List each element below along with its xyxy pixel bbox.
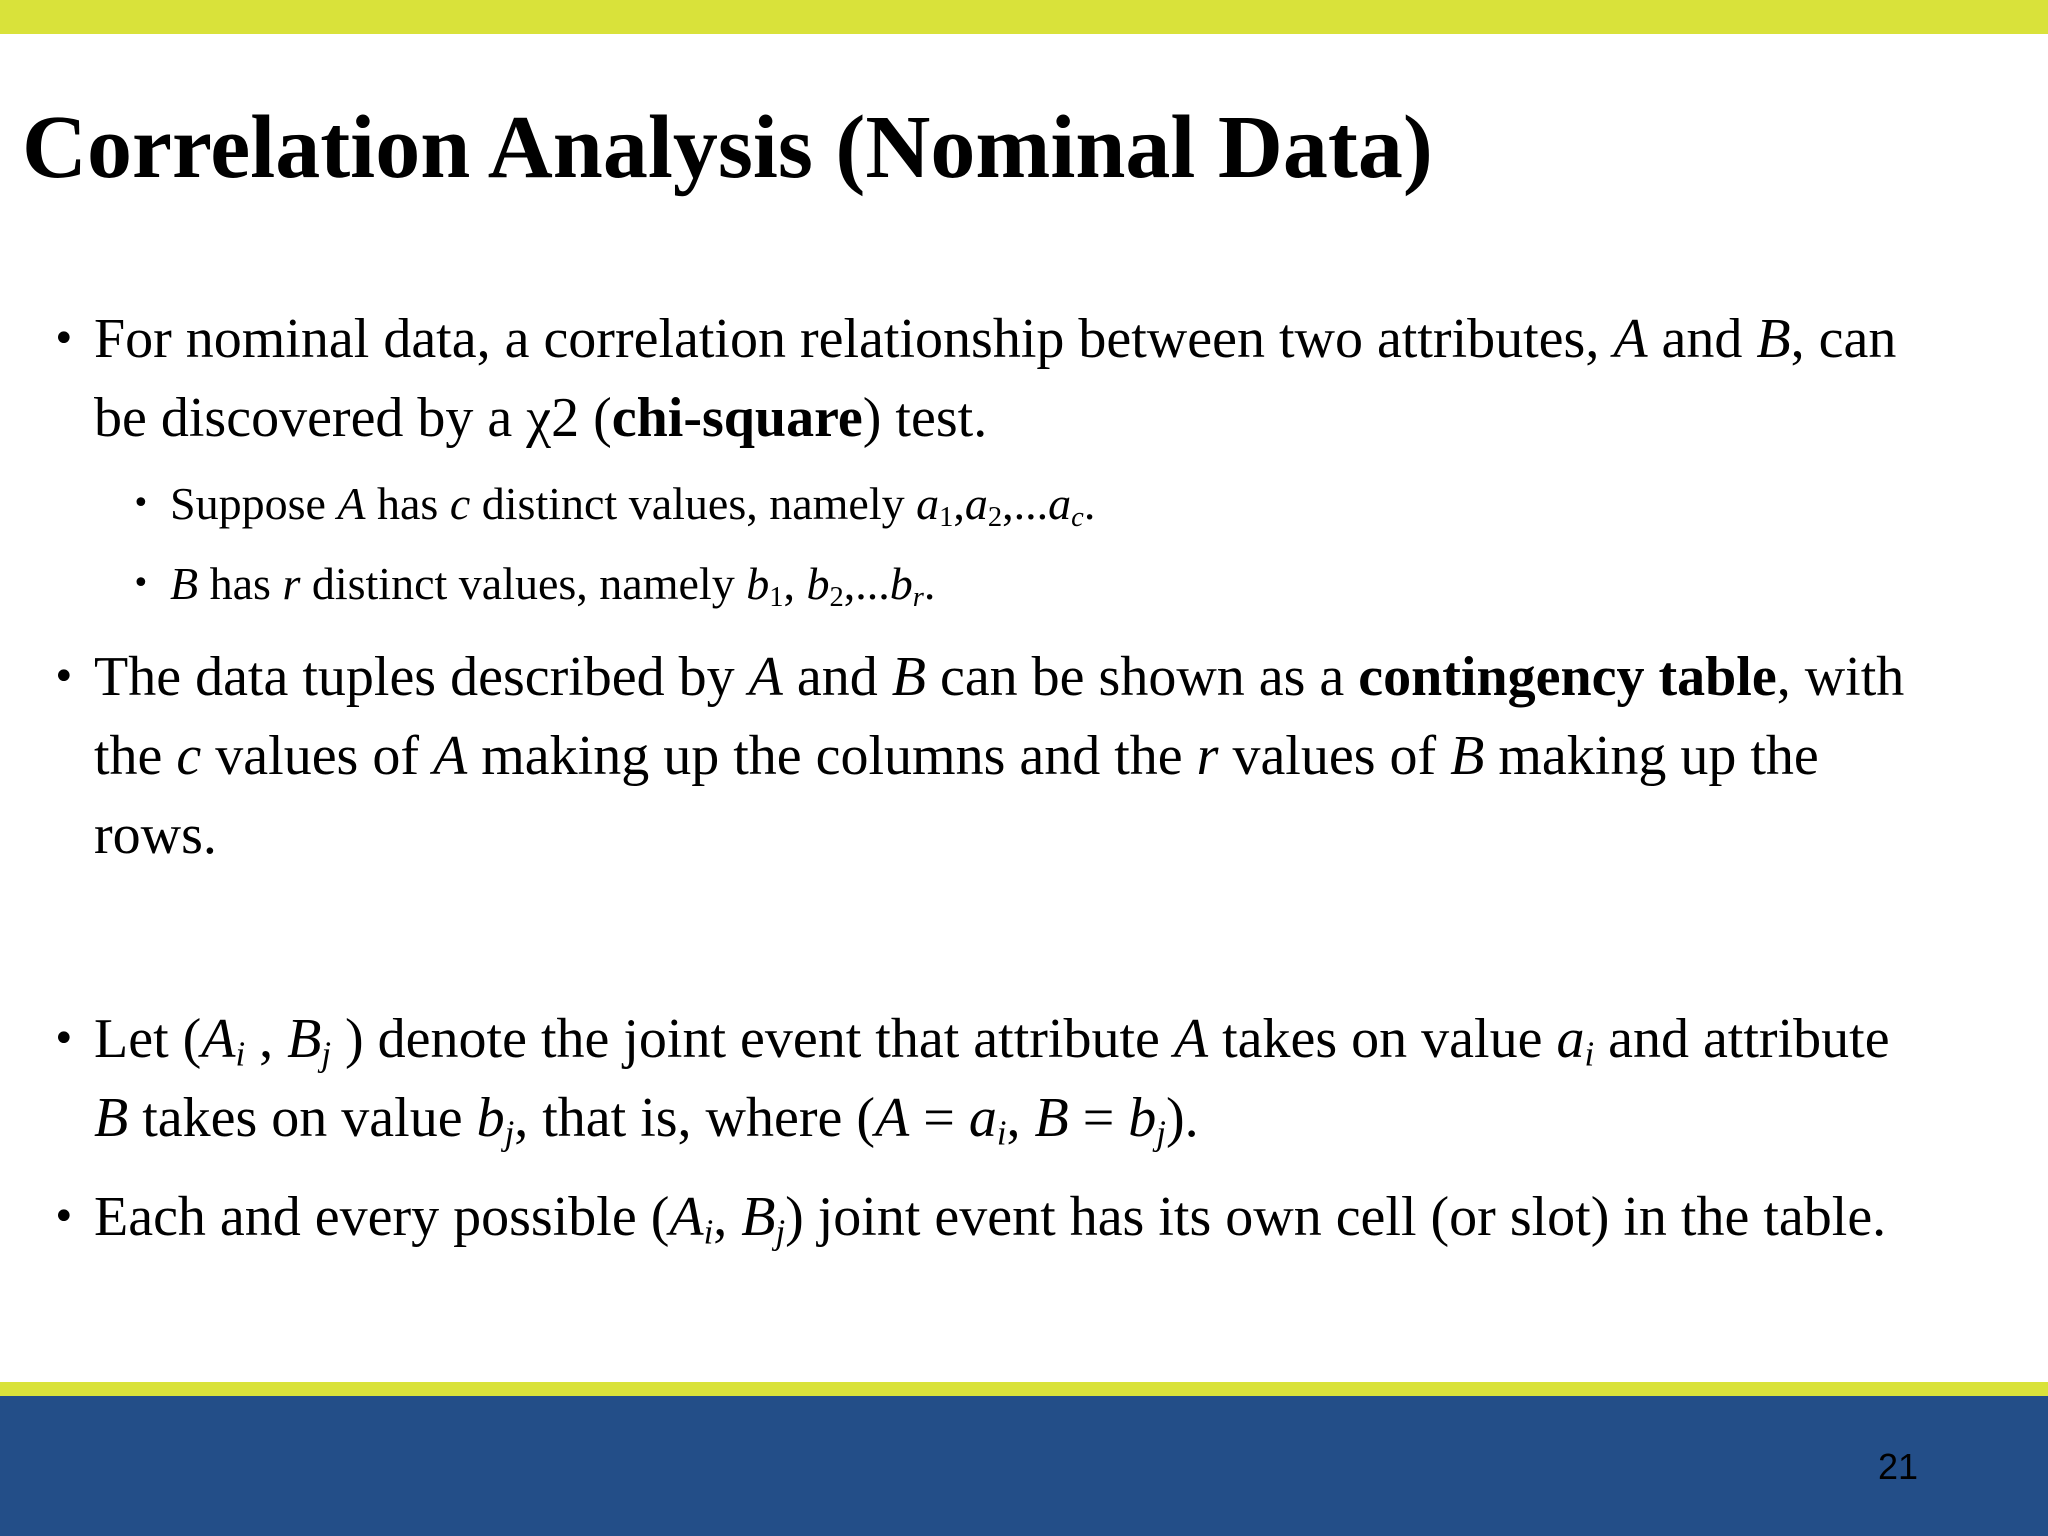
- page-number: 21: [1877, 1446, 1918, 1487]
- attr-b: B: [94, 1087, 129, 1149]
- bullet-dot: •: [132, 486, 150, 521]
- attr-a: A: [337, 478, 366, 529]
- subscript: j: [321, 1034, 332, 1074]
- subscript: i: [1584, 1034, 1595, 1074]
- contingency-table-term: contingency table: [1358, 646, 1777, 708]
- var-c: c: [449, 478, 471, 529]
- var-b: b: [1128, 1087, 1157, 1149]
- text: the: [94, 725, 177, 787]
- text: and: [1647, 308, 1757, 370]
- attr-a: A: [201, 1008, 236, 1070]
- text: , with: [1776, 646, 1905, 708]
- text: =: [909, 1087, 969, 1149]
- bullet-line: [170, 554, 2020, 614]
- text: and: [782, 646, 892, 708]
- attr-b: B: [287, 1008, 322, 1070]
- attr-b: B: [1034, 1087, 1069, 1149]
- bullet-contingency-table: [52, 638, 2044, 875]
- bullet-line: [170, 474, 2020, 534]
- bullet-line: [94, 300, 2044, 379]
- subscript: 1: [939, 502, 954, 534]
- text: ,: [713, 1186, 742, 1248]
- text: ).: [1165, 1087, 1199, 1149]
- text: Each and every possible (: [94, 1186, 670, 1248]
- text: Suppose: [170, 478, 338, 529]
- attr-a: A: [1613, 308, 1648, 370]
- bullet-line: [94, 1178, 2044, 1257]
- subbullet-a-values: [132, 474, 2020, 534]
- var-a: a: [968, 1087, 997, 1149]
- text: ,: [245, 1008, 288, 1070]
- text: distinct values, namely: [470, 478, 917, 529]
- var-c: c: [176, 725, 202, 787]
- text: takes on value: [1208, 1008, 1557, 1070]
- text: ) denote the joint event that attribute: [331, 1008, 1174, 1070]
- bullet-dot: •: [52, 1016, 76, 1062]
- var-b: b: [806, 558, 830, 609]
- subscript: r: [912, 582, 924, 614]
- chi-square-term: chi-square: [611, 387, 863, 449]
- text: values of: [201, 725, 433, 787]
- subscript: c: [1071, 502, 1084, 534]
- attr-a: A: [433, 725, 468, 787]
- attr-a: A: [875, 1087, 910, 1149]
- slide-title: Correlation Analysis (Nominal Data): [22, 98, 1433, 197]
- subscript: 1: [769, 582, 784, 614]
- bullet-line: [94, 717, 2044, 796]
- attr-a: A: [669, 1186, 704, 1248]
- text: has: [198, 558, 283, 609]
- bullet-line: [94, 1000, 2044, 1079]
- var-a: a: [1556, 1008, 1585, 1070]
- footer-accent-line: [0, 1382, 2048, 1396]
- text: ,: [1006, 1087, 1035, 1149]
- var-b: b: [746, 558, 770, 609]
- text: .: [923, 558, 936, 609]
- subscript: i: [703, 1212, 714, 1252]
- text: can be shown as a: [925, 646, 1359, 708]
- text: be discovered by a χ2 (: [94, 387, 612, 449]
- bullet-cell-slot: [52, 1178, 2044, 1257]
- attr-b: B: [891, 646, 926, 708]
- bullet-dot: •: [52, 654, 76, 700]
- text: has: [365, 478, 450, 529]
- text: making up the columns and the: [467, 725, 1197, 787]
- bullet-dot: •: [132, 566, 150, 601]
- text: ,: [783, 558, 807, 609]
- text: ) test.: [862, 387, 988, 449]
- subscript: j: [1156, 1113, 1166, 1153]
- text: ,...: [843, 558, 890, 609]
- text: Let (: [94, 1008, 202, 1070]
- subscript: 2: [987, 502, 1003, 534]
- bullet-line: [94, 638, 2044, 717]
- attr-a: A: [748, 646, 783, 708]
- attr-b: B: [170, 558, 199, 609]
- text: distinct values, namely: [300, 558, 747, 609]
- bullet-joint-event: [52, 1000, 2044, 1158]
- bullet-line: [94, 379, 2044, 458]
- attr-b: B: [1450, 725, 1485, 787]
- subscript: 2: [829, 582, 844, 614]
- text: ,...: [1002, 478, 1049, 529]
- text: ,: [953, 478, 965, 529]
- var-b: b: [889, 558, 913, 609]
- bullet-dot: •: [52, 1194, 76, 1240]
- subscript: i: [996, 1113, 1007, 1153]
- bullet-line: [94, 1079, 2044, 1158]
- bullet-chi-square: [52, 300, 2044, 458]
- footer-band: [0, 1396, 2048, 1536]
- var-a: a: [916, 478, 940, 529]
- text: making up the: [1484, 725, 1819, 787]
- var-b: b: [476, 1087, 505, 1149]
- subscript: i: [235, 1034, 246, 1074]
- text: .: [1083, 478, 1096, 529]
- attr-a: A: [1173, 1008, 1209, 1070]
- text: For nominal data, a correlation relationship between two attributes,: [94, 308, 1614, 370]
- bullet-line: rows.: [94, 804, 217, 866]
- subscript: j: [775, 1212, 786, 1252]
- text: and attribute: [1594, 1008, 1890, 1070]
- subbullet-b-values: [132, 554, 2020, 614]
- attr-b: B: [741, 1186, 776, 1248]
- var-a: a: [1048, 478, 1072, 529]
- text: ) joint event has its own cell (or slot) in the table.: [785, 1186, 1887, 1248]
- var-r: r: [282, 558, 301, 609]
- text: =: [1068, 1087, 1129, 1149]
- bullet-dot: •: [52, 316, 76, 362]
- text: The data tuples described by: [94, 646, 749, 708]
- text: takes on value: [128, 1087, 477, 1149]
- subscript: j: [504, 1113, 515, 1153]
- var-r: r: [1196, 725, 1219, 787]
- var-a: a: [964, 478, 988, 529]
- text: , that is, where (: [514, 1087, 875, 1149]
- top-accent-band: [0, 0, 2048, 34]
- attr-b: B: [1756, 308, 1791, 370]
- text: values of: [1218, 725, 1451, 787]
- text: , can: [1790, 308, 1897, 370]
